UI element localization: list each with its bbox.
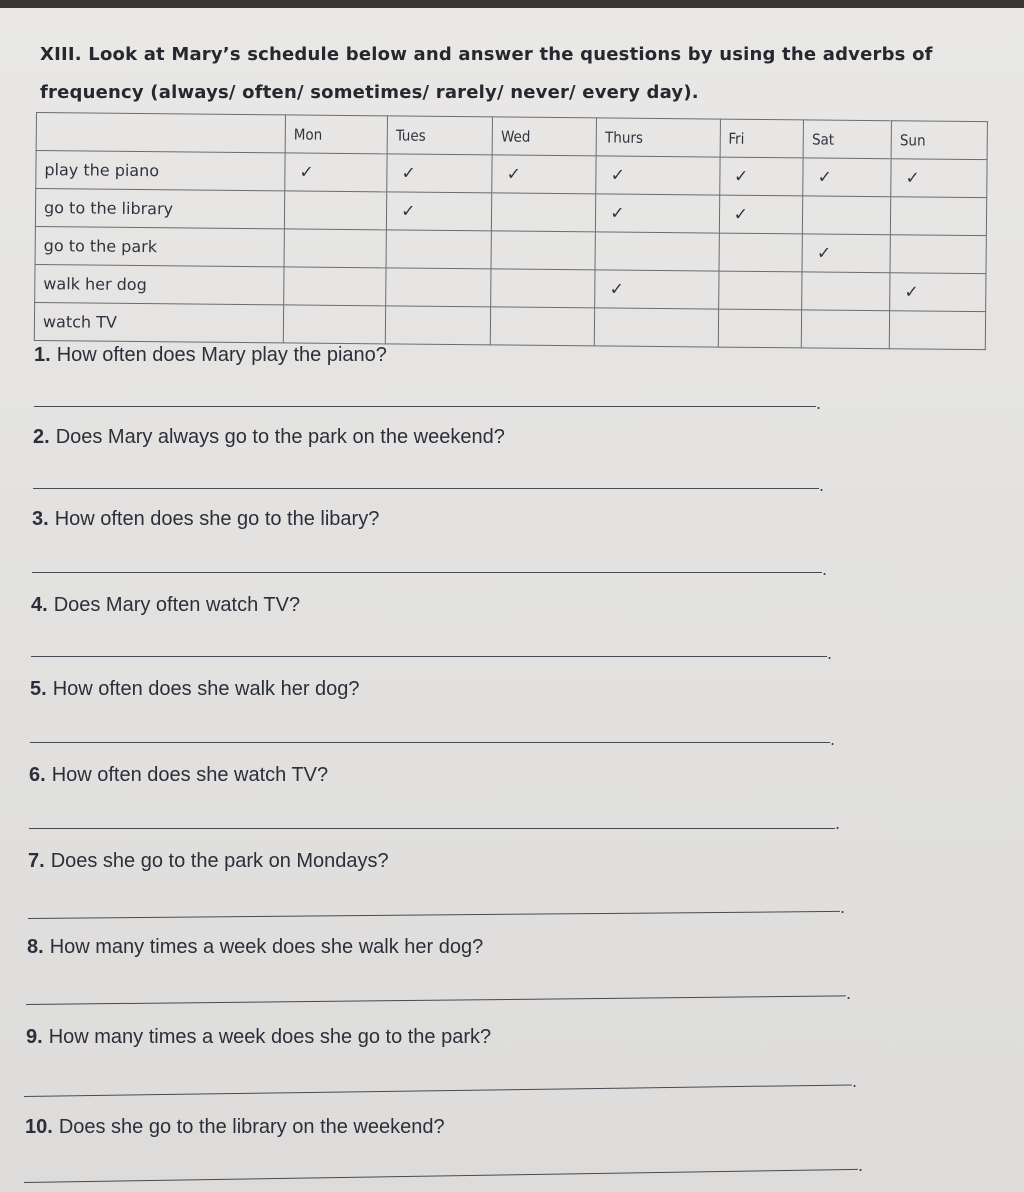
answer-period: . (827, 644, 833, 663)
header-cell-mon: Mon (285, 115, 387, 154)
check-mark: ✓ (802, 234, 890, 273)
answer-line[interactable] (30, 742, 830, 743)
question-item (30, 678, 360, 701)
question-text: Does Mary always go to the park on the weekend? (55, 426, 505, 448)
question-number: 8. (27, 936, 44, 958)
answer-period: . (858, 1156, 864, 1175)
question-text: Does she go to the library on the weekend? (58, 1116, 445, 1138)
answer-period: . (852, 1072, 858, 1091)
header-cell-wed: Wed (492, 117, 596, 156)
question-number: 2. (33, 426, 50, 448)
answer-line[interactable] (24, 1084, 852, 1097)
worksheet-page (0, 8, 1024, 1192)
check-mark (595, 232, 719, 271)
check-mark: ✓ (285, 153, 387, 192)
question-number: 9. (26, 1026, 43, 1048)
answer-period: . (840, 898, 846, 917)
activity-label: play the piano (36, 151, 285, 191)
check-mark: ✓ (719, 157, 803, 196)
check-mark: ✓ (596, 156, 720, 195)
question-text: How often does she walk her dog? (52, 678, 360, 700)
answer-period: . (816, 394, 822, 413)
check-mark (385, 306, 491, 345)
check-mark (718, 271, 802, 310)
answer-line[interactable] (26, 995, 846, 1005)
exercise-instructions: XIII. Look at Mary’s schedule below and answer the questions by using the adverbs of frequency (always/ often/ sometimes/ rarely/ never/ every day). (40, 44, 933, 103)
check-mark (890, 197, 986, 236)
question-number: 4. (31, 594, 48, 616)
table-row (34, 302, 985, 349)
answer-line[interactable] (24, 1169, 858, 1183)
question-text: How many times a week does she go to the park? (48, 1026, 492, 1048)
question-text: How often does Mary play the piano? (56, 344, 387, 366)
check-mark (595, 308, 719, 347)
question-number: 7. (28, 850, 45, 872)
answer-period: . (822, 560, 828, 579)
check-mark: ✓ (595, 270, 719, 309)
answer-period: . (846, 984, 852, 1003)
check-mark (719, 233, 803, 272)
question-number: 3. (32, 508, 49, 530)
question-number: 6. (29, 764, 46, 786)
check-mark: ✓ (803, 158, 891, 197)
check-mark (491, 231, 595, 270)
header-cell-tues: Tues (387, 116, 493, 155)
check-mark: ✓ (387, 154, 493, 193)
check-mark (284, 267, 386, 306)
question-item (31, 594, 300, 617)
check-mark: ✓ (719, 195, 803, 234)
check-mark (283, 305, 385, 344)
check-mark (386, 230, 492, 269)
question-text: How many times a week does she walk her dog? (49, 936, 484, 958)
check-mark (284, 229, 386, 268)
question-item (26, 1026, 491, 1049)
question-item (34, 344, 387, 367)
header-cell-thurs: Thurs (596, 118, 720, 157)
header-cell (36, 113, 285, 153)
check-mark: ✓ (891, 159, 987, 198)
check-mark: ✓ (492, 155, 596, 194)
check-mark: ✓ (386, 192, 492, 231)
activity-label: walk her dog (35, 264, 284, 304)
answer-line[interactable] (31, 656, 827, 657)
check-mark (890, 235, 986, 274)
question-text: How often does she go to the libary? (54, 508, 380, 530)
check-mark (803, 196, 891, 235)
check-mark (284, 191, 386, 230)
check-mark (491, 307, 595, 346)
header-cell-fri: Fri (720, 119, 804, 158)
activity-label: go to the park (35, 226, 284, 266)
answer-period: . (819, 476, 825, 495)
check-mark: ✓ (890, 273, 986, 312)
schedule-table (34, 112, 988, 350)
check-mark (386, 268, 492, 307)
check-mark (802, 310, 890, 349)
question-item (25, 1116, 445, 1139)
question-item (32, 508, 379, 531)
question-text: How often does she watch TV? (51, 764, 329, 786)
activity-label: go to the library (35, 189, 284, 229)
question-item (28, 850, 389, 873)
check-mark (492, 193, 596, 232)
check-mark (889, 311, 985, 350)
question-item (27, 936, 483, 959)
check-mark: ✓ (596, 194, 720, 233)
question-number: 10. (25, 1116, 53, 1138)
answer-line[interactable] (28, 911, 840, 919)
activity-label: watch TV (34, 302, 283, 342)
question-number: 1. (34, 344, 51, 366)
question-text: Does Mary often watch TV? (53, 594, 301, 616)
question-text: Does she go to the park on Mondays? (50, 850, 389, 872)
question-item (33, 426, 505, 449)
header-cell-sun: Sun (891, 121, 987, 160)
check-mark (491, 269, 595, 308)
header-cell-sat: Sat (803, 120, 891, 159)
check-mark (802, 272, 890, 311)
answer-line[interactable] (29, 828, 835, 829)
answer-line[interactable] (34, 406, 816, 407)
answer-period: . (835, 814, 841, 833)
answer-period: . (830, 730, 836, 749)
question-item (29, 764, 328, 787)
check-mark (718, 309, 802, 348)
answer-line[interactable] (33, 488, 819, 489)
answer-line[interactable] (32, 572, 822, 573)
question-number: 5. (30, 678, 47, 700)
